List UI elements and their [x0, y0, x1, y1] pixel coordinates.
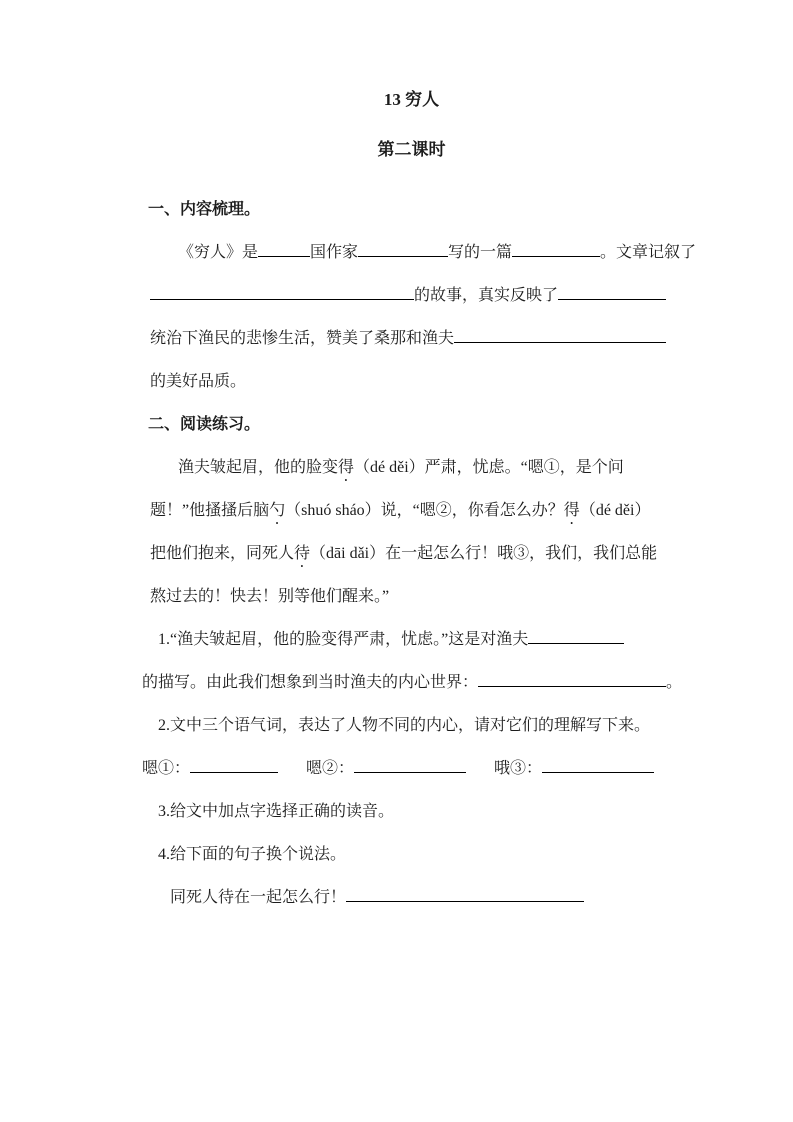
text-line	[142, 575, 681, 618]
fill-in-blank	[454, 325, 666, 343]
fill-in-blank	[528, 626, 624, 644]
text-segment: 嗯②：	[306, 760, 355, 777]
text-segment: 一、内容梳理。	[148, 201, 261, 218]
text-segment: （shuó sháo）说，“嗯②，你看怎么办？	[285, 502, 564, 519]
fill-in-blank	[358, 239, 448, 257]
document-title: 13 穷人	[383, 90, 440, 109]
text-segment: 写的一篇	[448, 244, 513, 261]
text-line	[142, 704, 681, 747]
fill-in-blank	[258, 239, 310, 257]
document-body	[142, 188, 697, 919]
text-line	[142, 790, 681, 833]
document-subtitle: 第二课时	[377, 140, 446, 159]
text-segment: 4.给下面的句子换个说法。	[158, 846, 347, 863]
text-segment: 。	[666, 674, 683, 691]
text-segment: 嗯①：	[142, 760, 191, 777]
text-segment: 题！”他搔搔后脑	[150, 502, 270, 519]
text-line	[142, 360, 681, 403]
text-line	[142, 833, 681, 876]
text-segment: 2.文中三个语气词，表达了人物不同的内心，请对它们的理解写下来。	[158, 717, 651, 734]
text-segment: 国作家	[310, 244, 359, 261]
dotted-char: 得	[338, 459, 355, 476]
text-segment: 哦③：	[494, 760, 543, 777]
text-segment: 统治下渔民的悲惨生活，赞美了桑那和渔夫	[150, 330, 455, 347]
fill-in-blank	[190, 755, 278, 773]
text-line	[142, 274, 681, 317]
text-segment: 1.“渔夫皱起眉，他的脸变得严肃，忧虑。”这是对渔夫	[158, 631, 529, 648]
text-segment: 的美好品质。	[150, 373, 247, 390]
text-line	[142, 661, 681, 704]
text-line	[142, 317, 681, 360]
text-segment: 熬过去的！快去！别等他们醒来。”	[150, 588, 390, 605]
text-segment: 的故事，真实反映了	[414, 287, 559, 304]
fill-in-blank	[354, 755, 466, 773]
fill-in-blank	[346, 884, 584, 902]
fill-in-blank	[542, 755, 654, 773]
text-segment: 渔夫皱起眉，他的脸变	[178, 459, 339, 476]
fill-in-blank	[150, 282, 414, 300]
text-segment: 的描写。由此我们想象到当时渔夫的内心世界：	[142, 674, 479, 691]
text-line	[142, 747, 681, 790]
text-line	[142, 618, 681, 661]
text-line	[142, 876, 681, 919]
text-line	[142, 532, 681, 575]
text-segment: 把他们抱来，同死人	[150, 545, 295, 562]
section-heading	[142, 403, 681, 446]
dotted-char: 待	[294, 545, 311, 562]
text-segment: （dé děi）	[579, 502, 651, 519]
text-segment: 二、阅读练习。	[148, 416, 261, 433]
dotted-char: 得	[563, 502, 580, 519]
text-segment: 3.给文中加点字选择正确的读音。	[158, 803, 395, 820]
text-segment: 。文章记叙了	[600, 244, 697, 261]
dotted-char: 勺	[269, 502, 286, 519]
text-line	[142, 489, 681, 532]
text-segment: （dé děi）严肃，忧虑。“嗯①，是个问	[354, 459, 624, 476]
fill-in-blank	[478, 669, 666, 687]
text-segment: 同死人待在一起怎么行！	[170, 889, 347, 906]
section-heading	[142, 188, 681, 231]
text-line	[142, 231, 697, 274]
text-segment: 《穷人》是	[178, 244, 259, 261]
text-segment: （dāi dǎi）在一起怎么行！哦③，我们，我们总能	[310, 545, 658, 562]
fill-in-blank	[558, 282, 666, 300]
fill-in-blank	[512, 239, 600, 257]
text-line	[142, 446, 681, 489]
